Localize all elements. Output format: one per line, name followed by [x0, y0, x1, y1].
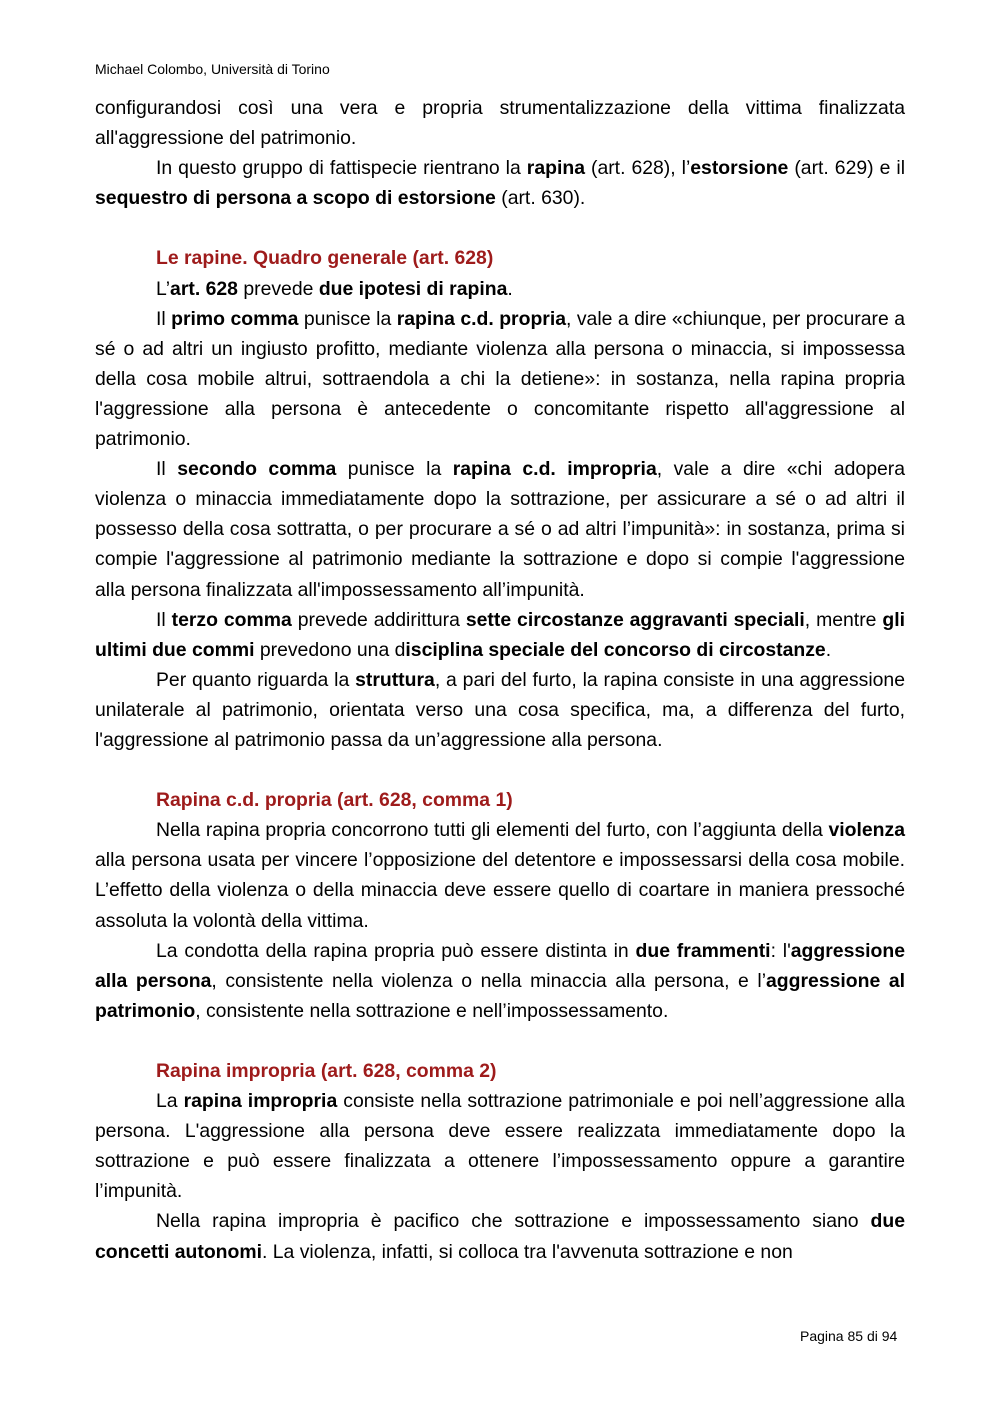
document-body	[95, 93, 905, 1267]
text-run: . La violenza, infatti, si colloca tra l'avvenuta sottrazione e non	[261, 1240, 793, 1263]
text-run: Il	[156, 608, 172, 631]
body-paragraph	[95, 454, 905, 604]
bold-text-run: aggressione alla persona	[95, 939, 905, 992]
bold-text-run: violenza	[828, 819, 905, 842]
body-paragraph	[95, 93, 905, 153]
section-heading: Rapina impropria (art. 628, comma 2)	[156, 1060, 497, 1082]
section-heading: Rapina c.d. propria (art. 628, comma 1)	[156, 789, 513, 812]
body-paragraph	[95, 605, 905, 665]
body-paragraph	[95, 1086, 905, 1206]
text-run: La condotta della rapina propria può essere distinta in	[156, 939, 636, 962]
bold-text-run: due frammenti	[635, 939, 771, 962]
bold-text-run: terzo comma	[171, 608, 292, 631]
bold-text-run: secondo comma	[177, 458, 337, 481]
text-run: Per quanto riguarda la	[156, 668, 356, 691]
body-paragraph	[95, 304, 905, 454]
bold-text-run: estorsione	[690, 157, 789, 180]
bold-text-run: aggressione al patrimonio	[95, 969, 905, 1022]
page-number: Pagina 85 di 94	[800, 1328, 898, 1344]
text-run: Il	[156, 458, 178, 481]
text-run: , vale a dire «chiunque, per procurare a sé o ad altri un ingiusto profitto, mediante violenza alla persona o minaccia, si impossessa della cosa mobile altrui, sottraendola a chi la detiene»: in sostanza, nella rapina propria l'aggressione alla persona è antecedente o concomitante rispetto all'aggressione al patrimonio.	[95, 307, 905, 451]
text-run: , mentre	[804, 608, 883, 631]
body-paragraph	[95, 153, 905, 213]
text-run: Il	[156, 307, 172, 330]
text-run: , consistente nella violenza o nella minaccia alla persona, e l’	[211, 969, 767, 992]
body-paragraph	[95, 665, 905, 755]
text-run: Nella rapina impropria è pacifico che sottrazione e impossessamento siano	[156, 1210, 871, 1233]
page-header-author: Michael Colombo, Università di Torino	[95, 61, 330, 77]
text-run: punisce la	[298, 307, 397, 330]
body-paragraph	[95, 936, 905, 1026]
bold-text-run: sequestro di persona a scopo di estorsione	[95, 187, 496, 210]
body-paragraph	[95, 274, 905, 304]
bold-text-run: primo comma	[171, 307, 299, 330]
section-heading: Le rapine. Quadro generale (art. 628)	[156, 247, 494, 270]
bold-text-run: isciplina speciale del concorso di circostanze	[405, 638, 826, 661]
text-run: In questo gruppo di fattispecie rientrano la	[156, 157, 527, 180]
text-run: .	[825, 638, 832, 661]
text-run: punisce la	[336, 458, 453, 481]
text-run: Nella rapina propria concorrono tutti gli elementi del furto, con l’aggiunta della	[156, 819, 829, 842]
text-run: (art. 628), l’	[584, 157, 691, 180]
bold-text-run: struttura	[355, 668, 435, 691]
text-run: prevede addirittura	[291, 608, 466, 631]
bold-text-run: sette circostanze aggravanti speciali	[465, 608, 805, 631]
text-run: : l'	[770, 939, 791, 962]
bold-text-run: due ipotesi di rapina	[318, 277, 508, 300]
paragraph-spacer	[95, 1026, 905, 1056]
text-run: .	[507, 277, 513, 300]
bold-text-run: gli ultimi due commi	[95, 608, 905, 661]
bold-text-run: due concetti autonomi	[95, 1210, 905, 1263]
text-run: L’	[156, 277, 171, 300]
text-run: , a pari del furto, la rapina consiste in una aggressione unilaterale al patrimonio, orientata verso una cosa specifica, ma, a differenza del furto, l'aggressione al patrimonio passa da un’aggressione alla persona.	[95, 668, 905, 751]
bold-text-run: art. 628	[170, 277, 238, 300]
paragraph-spacer	[95, 755, 905, 785]
text-run: (art. 630).	[495, 187, 586, 210]
text-run: consiste nella sottrazione patrimoniale e poi nell’aggressione alla persona. L'aggressione alla persona deve essere realizzata immediatamente dopo la sottrazione e può essere finalizzata a ottenere l’impossessamento oppure a garantire l’impunità.	[95, 1090, 905, 1203]
body-paragraph	[95, 1206, 905, 1266]
text-run: prevedono una d	[254, 638, 406, 661]
bold-text-run: rapina c.d. propria	[396, 307, 567, 330]
bold-text-run: rapina	[526, 157, 585, 180]
paragraph-spacer	[95, 213, 905, 243]
body-paragraph	[95, 815, 905, 935]
text-run: prevede	[237, 277, 319, 300]
text-run: , vale a dire «chi adopera violenza o minaccia immediatamente dopo la sottrazione, per assicurare a sé o ad altri il possesso della cosa sottratta, o per procurare a sé o ad altri l’impunità»: in sostanza, prima si compie l'aggressione al patrimonio mediante la sottrazione e dopo si compie l'aggressione alla persona finalizzata all'impossessamento all’impunità.	[95, 458, 906, 601]
text-run: La	[156, 1090, 184, 1113]
bold-text-run: rapina impropria	[183, 1090, 338, 1113]
text-run: configurandosi così una vera e propria strumentalizzazione della vittima finalizzata all'aggressione del patrimonio.	[95, 97, 905, 150]
text-run: (art. 629) e il	[788, 157, 905, 180]
text-run: alla persona usata per vincere l’opposizione del detentore e impossessarsi della cosa mobile. L’effetto della violenza o della minaccia deve essere quello di coartare in maniera pressoché assoluta la volontà della vittima.	[95, 849, 905, 932]
bold-text-run: rapina c.d. impropria	[452, 458, 657, 481]
text-run: , consistente nella sottrazione e nell’impossessamento.	[195, 999, 669, 1022]
